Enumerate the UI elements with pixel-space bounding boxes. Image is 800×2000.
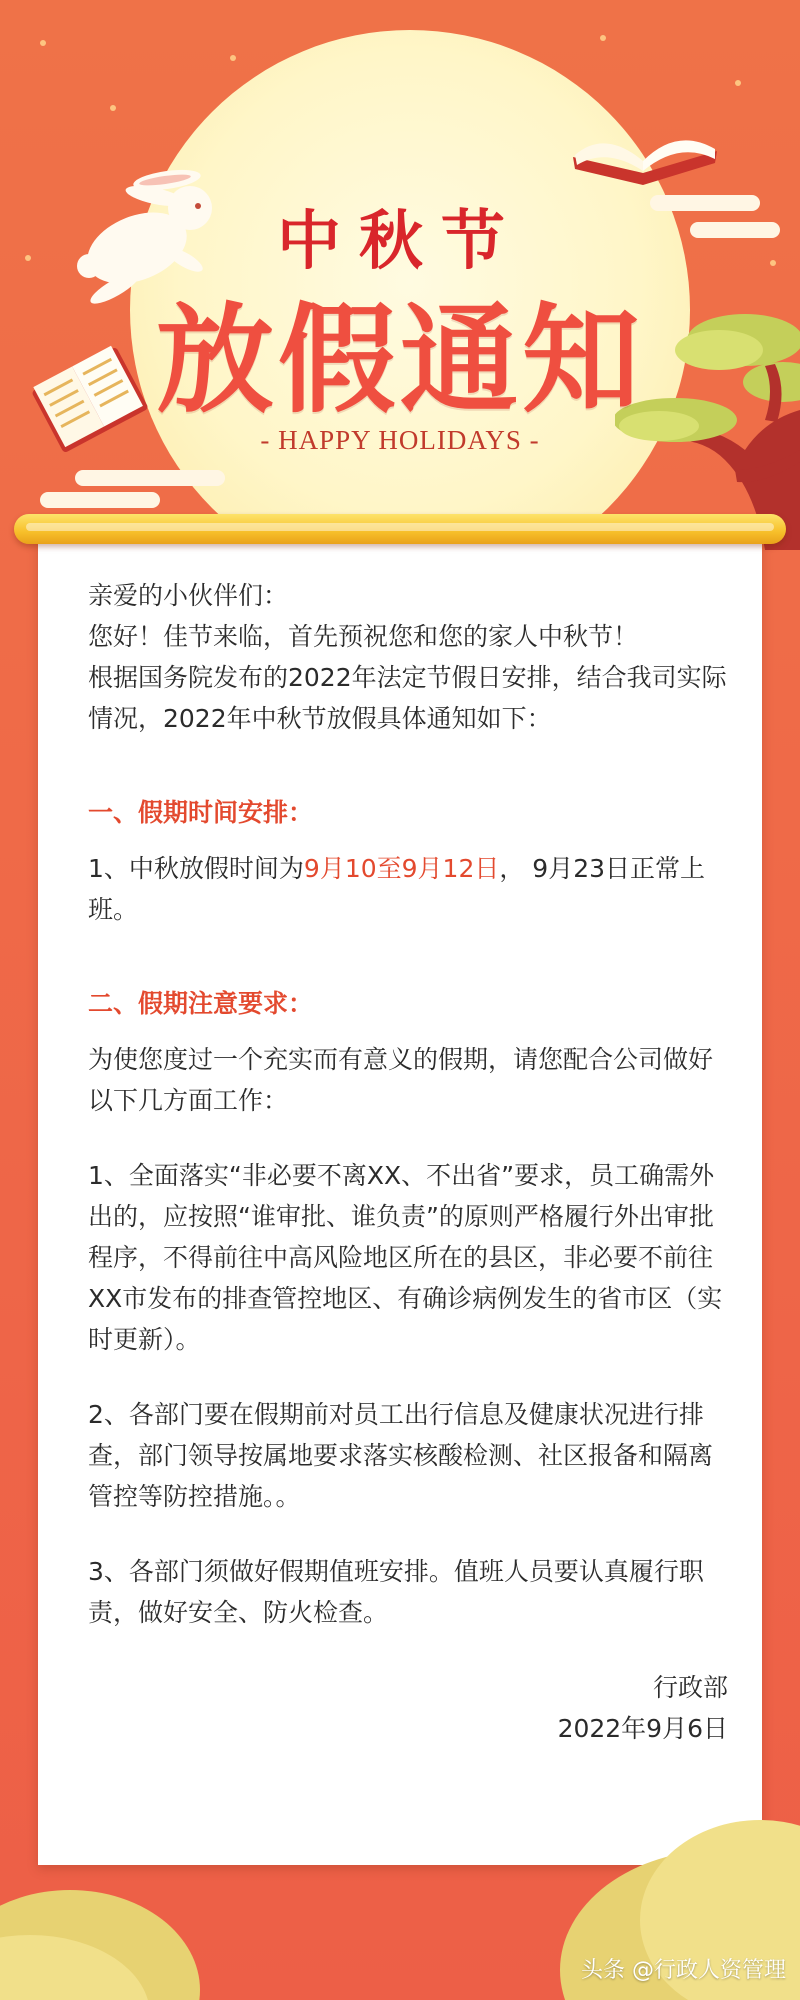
watermark: 头条 @行政人资管理 <box>581 1958 786 1983</box>
title-small: 中秋节 <box>277 204 523 279</box>
signature-date: 2022年9月6日 <box>557 1714 728 1743</box>
open-book-icon <box>565 115 725 185</box>
cloud-icon <box>75 470 225 486</box>
subtitle: - HAPPY HOLIDAYS - <box>260 425 540 455</box>
requirement-item-2: 2、各部门要在假期前对员工出行信息及健康状况进行排查，部门领导按属地要求落实核酸检测、社区报备和隔离管控等防控措施。。 <box>88 1400 714 1511</box>
section-1-item <box>88 848 728 930</box>
section-2-heading: 二、假期注意要求： <box>88 989 314 1018</box>
cloud-icon <box>40 492 160 508</box>
holiday-dates-highlight: 9月10至9月12日 <box>303 854 500 883</box>
requirement-item-3: 3、各部门须做好假期值班安排。值班人员要认真履行职责，做好安全、防火检查。 <box>88 1557 704 1627</box>
signature-department: 行政部 <box>652 1673 728 1702</box>
notice-paper <box>38 530 762 1865</box>
requirement-item-1: 1、全面落实“非必要不离XX、不出省”要求，员工确需外出的，应按照“谁审批、谁负责”的原则严格履行外出审批程序，不得前往中高风险地区所在的县区，非必要不前往XX市发布的排查管控地区、有确诊病例发生的省市区（实时更新）。 <box>88 1161 723 1354</box>
sparkle-icon <box>110 105 116 111</box>
intro-line-2: 根据国务院发布的2022年法定节假日安排，结合我司实际情况，2022年中秋节放假具体通知如下： <box>88 663 727 733</box>
section-2-intro: 为使您度过一个充实而有意义的假期，请您配合公司做好以下几方面工作： <box>88 1045 714 1115</box>
title-big: 放假通知 <box>155 290 644 429</box>
sparkle-icon <box>40 40 46 46</box>
sparkle-icon <box>735 80 741 86</box>
section-1-heading: 一、假期时间安排： <box>88 798 314 827</box>
notice-content <box>88 575 728 1749</box>
scroll-rod <box>14 514 786 544</box>
sparkle-icon <box>230 55 236 61</box>
section-1-item-prefix: 1、中秋放假时间为 <box>88 854 304 883</box>
sparkle-icon <box>600 35 606 41</box>
greeting: 亲爱的小伙伴们： <box>88 581 289 610</box>
intro-line-1: 您好！佳节来临，首先预祝您和您的家人中秋节！ <box>88 622 639 651</box>
section-1-item-suffix: ， 9月23日正常上班。 <box>88 854 706 924</box>
